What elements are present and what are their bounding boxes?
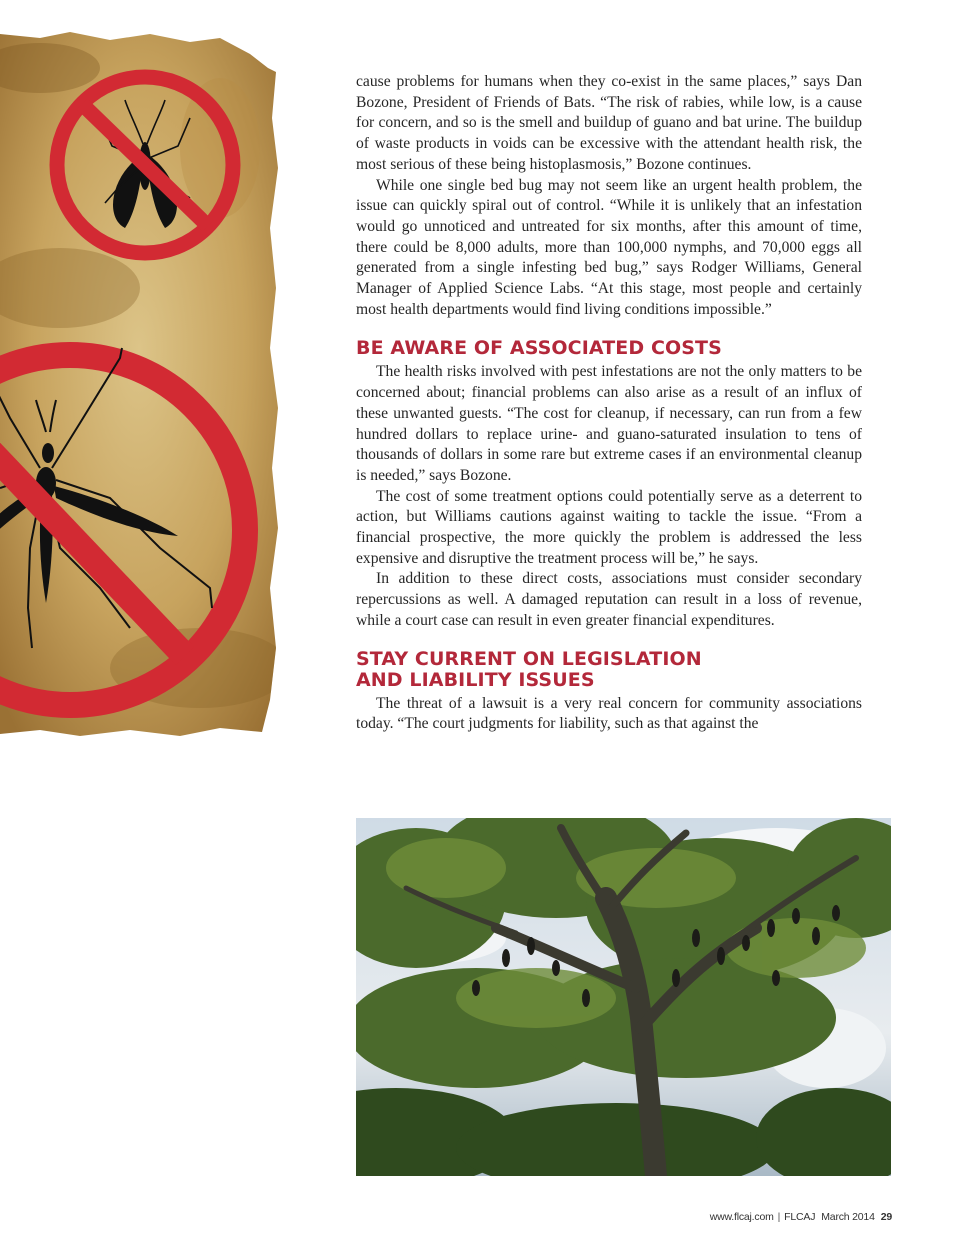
page-number: 29 <box>880 1211 892 1223</box>
paragraph: While one single bed bug may not seem like an urgent health problem, the issue can quickly spiral out of control. “While it is unlikely that an infestation would go unnoticed and untreated for six months, after this amount of time, there could be 8,000 adults, more than 100,000 nymphs, and 70,000 eggs all generated from a single infesting bed bug,” says Rodger Williams, General Manager of Applied Science Labs. “At this stage, most people and certainly most health departments would find living conditions impossible.” <box>356 176 862 318</box>
footer-issue: March 2014 <box>821 1211 875 1223</box>
paragraph: The health risks involved with pest infestations are not the only matters to be concerned about; financial problems can also arise as a result of an influx of these unwanted guests. “The cost for cleanup, if necessary, can run from a few hundred dollars to replace urine- and guano-saturated insulation to tens of thousands of dollars in some rare but extreme cases if an environmental cleanup is needed,” says Bozone. <box>356 363 862 484</box>
paragraph: cause problems for humans when they co-exist in the same places,” says Dan Bozone, President of Friends of Bats. “The risk of rabies, while low, is a cause for concern, and so is the smell and buildup of guano and bat urine. The buildup of waste products in voids can be excessive with the attendant health risk, the most serious of these being histoplasmosis,” Bozone continues. <box>356 73 862 173</box>
section-heading <box>356 649 862 691</box>
article-body <box>356 72 862 735</box>
paragraph: The threat of a lawsuit is a very real concern for community associations today. “The court judgments for liability, such as that against the <box>356 694 862 733</box>
page-footer: www.flcaj.com | FLCAJ March 2014 29 <box>709 1211 892 1223</box>
parchment-illustration <box>0 28 300 740</box>
footer-site: www.flcaj.com <box>709 1211 774 1223</box>
footer-publication: FLCAJ <box>784 1211 816 1223</box>
bats-in-tree-photo <box>356 818 891 1176</box>
section-heading: BE AWARE OF ASSOCIATED COSTS <box>356 337 722 360</box>
paragraph: In addition to these direct costs, associations must consider secondary repercussions as well. A damaged reputation can result in a loss of revenue, while a court case can result in even greater financial expenditures. <box>356 570 862 629</box>
section-heading-line: STAY CURRENT ON LEGISLATION <box>356 647 702 670</box>
section-heading-line: AND LIABILITY ISSUES <box>356 668 595 691</box>
paragraph: The cost of some treatment options could potentially serve as a deterrent to action, but Williams cautions against waiting to tackle the issue. “From a financial prospective, the more quickly the problem is addressed the less expensive and disruptive the treatment process will be,” he says. <box>356 487 862 567</box>
